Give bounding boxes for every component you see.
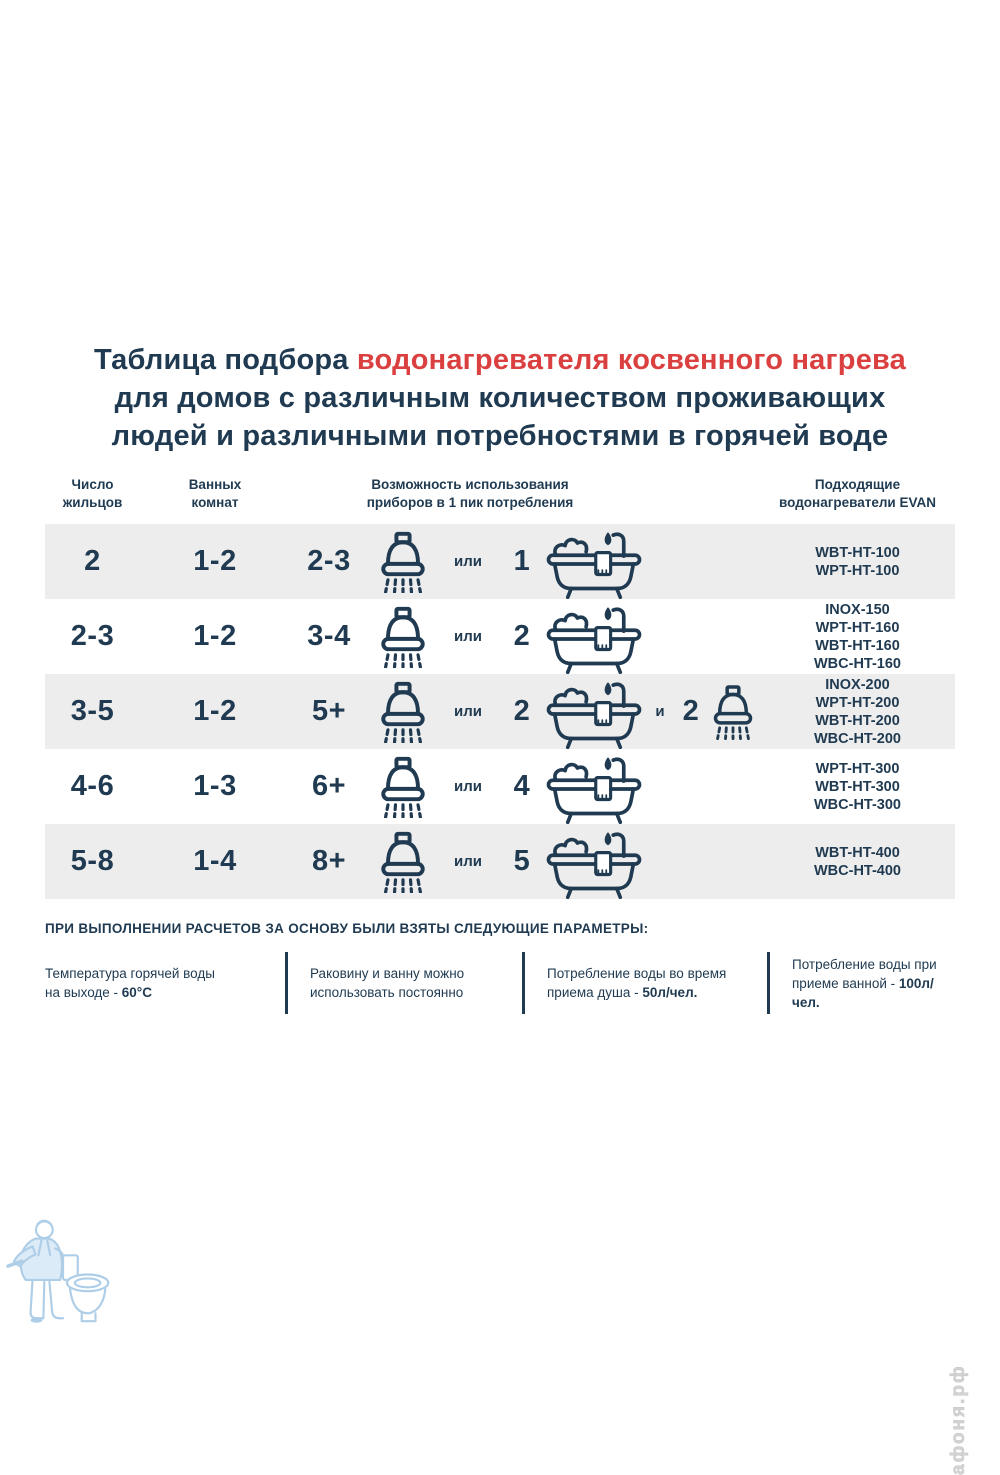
shower-icon (374, 756, 432, 818)
model-name: INOX-150 (825, 601, 890, 618)
param-bath-consumption: Потребление воды при приеме ванной - 100л/чел. (767, 952, 957, 1014)
bathrooms-count: 1-2 (193, 620, 237, 652)
or-label: или (454, 553, 482, 570)
model-name: WPT-HT-300 (815, 760, 900, 777)
usage-cell (290, 600, 760, 674)
table-row (45, 599, 955, 674)
calculation-notes (45, 921, 957, 1014)
models-cell (760, 601, 955, 673)
plumber-with-toilet-logo (6, 1213, 124, 1335)
model-name: WBC-HT-160 (813, 655, 901, 672)
bathtub-icon (544, 529, 644, 599)
shower-icon (708, 684, 758, 740)
selection-table (45, 472, 955, 899)
shower-icon (374, 531, 432, 593)
page-title (0, 341, 1000, 455)
models-cell (760, 760, 955, 814)
bathrooms-count: 1-4 (193, 845, 237, 877)
title-highlight: водонагревателя косвенного нагрева (356, 344, 906, 376)
bathrooms-count: 1-3 (193, 770, 237, 802)
residents-count: 2 (84, 545, 101, 577)
header-bathrooms: Ванных комнат (188, 477, 242, 510)
header-usage: Возможность использования приборов в 1 пик потребления (366, 477, 574, 510)
model-name: WPT-HT-100 (815, 562, 900, 579)
or-label: или (454, 778, 482, 795)
model-name: INOX-200 (825, 676, 890, 693)
shower-icon (374, 606, 432, 668)
shower-icon (374, 831, 432, 893)
shower-count: 2-3 (307, 545, 351, 577)
bath-count: 2 (513, 695, 531, 727)
notes-params (45, 952, 957, 1014)
param-sink-bath-usage: Раковину и ванну можно использовать постоянно (285, 952, 522, 1014)
bathtub-icon (544, 754, 644, 824)
models-cell (760, 844, 955, 880)
bathrooms-count: 1-2 (193, 545, 237, 577)
bath-count: 5 (513, 845, 531, 877)
model-name: WBC-HT-400 (813, 862, 901, 879)
model-name: WBT-HT-100 (815, 544, 900, 561)
usage-cell (290, 675, 760, 749)
notes-title: ПРИ ВЫПОЛНЕНИИ РАСЧЕТОВ ЗА ОСНОВУ БЫЛИ ВЗЯТЫ СЛЕДУЮЩИЕ ПАРАМЕТРЫ: (45, 921, 649, 936)
usage-cell (290, 825, 760, 899)
model-name: WBT-HT-400 (815, 844, 900, 861)
bathtub-icon (544, 604, 644, 674)
title-lead: Таблица подбора (93, 344, 357, 376)
shower-count: 5+ (311, 695, 347, 727)
bathtub-icon (544, 829, 644, 899)
header-models: Подходящие водонагреватели EVAN (779, 477, 936, 510)
or-label: или (454, 628, 482, 645)
table-row (45, 749, 955, 824)
models-cell (760, 676, 955, 748)
shower-count: 6+ (311, 770, 347, 802)
shower-count: 8+ (311, 845, 347, 877)
extra-shower-count: 2 (682, 695, 700, 727)
and-label: и (655, 703, 665, 720)
residents-count: 4-6 (70, 770, 115, 802)
model-name: WPT-HT-160 (815, 619, 900, 636)
table-row (45, 674, 955, 749)
param-shower-consumption: Потребление воды во время приема душа - 50л/чел. (522, 952, 767, 1014)
model-name: WBT-HT-300 (815, 778, 900, 795)
or-label: или (454, 853, 482, 870)
param-temperature: Температура горячей воды на выходе - 60°С (45, 966, 215, 1000)
title-line1 (0, 341, 1000, 379)
bathtub-icon (544, 679, 644, 749)
title-line3: людей и различными потребностями в горячей воде (111, 420, 889, 452)
bath-count: 1 (513, 545, 531, 577)
model-name: WBT-HT-200 (815, 712, 900, 729)
bath-count: 2 (513, 620, 531, 652)
table-row (45, 824, 955, 899)
usage-cell (290, 525, 760, 599)
bath-count: 4 (513, 770, 531, 802)
table-row (45, 524, 955, 599)
model-name: WBC-HT-200 (813, 730, 901, 747)
residents-count: 3-5 (70, 695, 115, 727)
header-residents: Число жильцов (62, 477, 123, 510)
residents-count: 2-3 (70, 620, 115, 652)
usage-cell (290, 750, 760, 824)
residents-count: 5-8 (70, 845, 115, 877)
site-watermark: афоня.рф (948, 1364, 969, 1475)
table-header-row (45, 472, 955, 524)
bathrooms-count: 1-2 (193, 695, 237, 727)
shower-count: 3-4 (307, 620, 351, 652)
shower-icon (374, 681, 432, 743)
model-name: WBC-HT-300 (813, 796, 901, 813)
models-cell (760, 544, 955, 580)
or-label: или (454, 703, 482, 720)
model-name: WBT-HT-160 (815, 637, 900, 654)
model-name: WPT-HT-200 (815, 694, 900, 711)
title-line2: для домов с различным количеством проживающих (114, 382, 886, 414)
